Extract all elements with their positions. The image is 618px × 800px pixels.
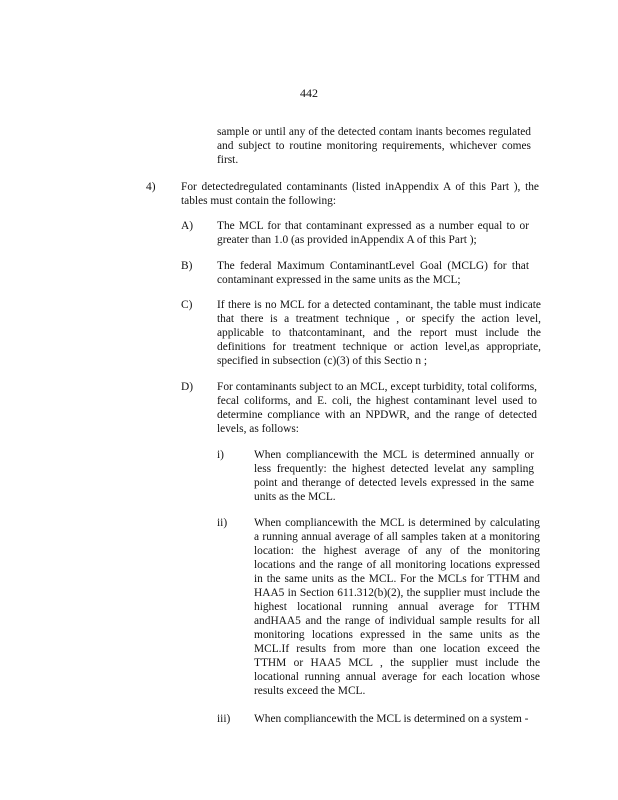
item-ii-text: When compliancewith the MCL is determined by calculating a running annual average of all samples taken at a monitoring location: the highest average of any of the monitoring locations and the range of all monitoring locations expressed in the same units as the MCL. For the MCLs for TTHM and HAA5 in Section 611.312(b)(2), the supplier must include the highest locational running annual average for TTHM andHAA5 and the range of individual sample results for all monitoring locations expressed in the same units as the MCL.If results from more than one location exceed the TTHM or HAA5 MCL , the supplier must include the locational running annual average for each location whose results exceed the MCL.	[254, 517, 540, 697]
item-a-label: A)	[181, 220, 194, 232]
item-b-label: B)	[181, 260, 193, 272]
item-iii-label: iii)	[217, 713, 231, 725]
item-ii-label: ii)	[217, 517, 228, 529]
page-number: 442	[300, 86, 318, 100]
continuation-paragraph: sample or until any of the detected contam inants becomes regulated and subject to routine monitoring requirements, whichever comes first.	[217, 126, 531, 166]
item-d-label: D)	[181, 381, 194, 393]
item-4-label: 4)	[146, 181, 156, 193]
item-i-text: When compliancewith the MCL is determined annually or less frequently: the highest detected levelat any sampling point and therange of detected levels expressed in the same units as the MCL.	[254, 449, 534, 503]
item-i-label: i)	[217, 449, 224, 461]
item-c-label: C)	[181, 299, 193, 311]
item-c-text: If there is no MCL for a detected contaminant, the table must indicate that there is a treatment technique , or specify the action level, applicable to thatcontaminant, and the report must include the definitions for treatment technique or action level,as appropriate, specified in subsection (c)(3) of this Sectio n ;	[217, 299, 541, 367]
item-4-text: For detectedregulated contaminants (listed inAppendix A of this Part ), the tables must contain the following:	[181, 181, 539, 207]
item-b-text: The federal Maximum ContaminantLevel Goal (MCLG) for that contaminant expressed in the same units as the MCL;	[217, 260, 529, 286]
item-d-text: For contaminants subject to an MCL, except turbidity, total coliforms, fecal coliforms, and E. coli, the highest contaminant level used to determine compliance with an NPDWR, and the range of detected levels, as follows:	[217, 381, 537, 435]
item-a-text: The MCL for that contaminant expressed as a number equal to or greater than 1.0 (as provided inAppendix A of this Part );	[217, 220, 529, 246]
item-iii-text: When compliancewith the MCL is determined on a system -	[254, 713, 529, 725]
